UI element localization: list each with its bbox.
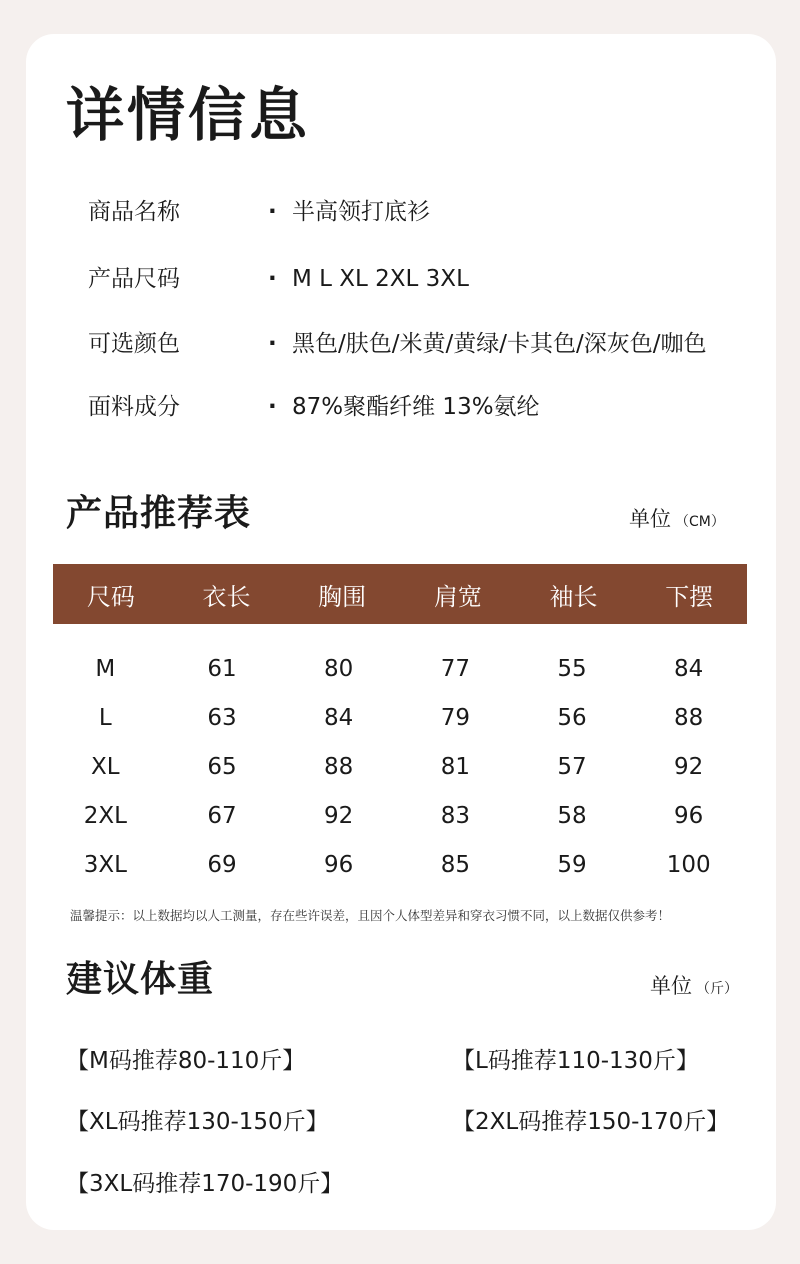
table-header-cell: 胸围 bbox=[318, 582, 367, 611]
page-title: 详情信息 bbox=[66, 81, 311, 149]
unit-value: （CM） bbox=[675, 514, 725, 530]
weight-section-title: 建议体重 bbox=[66, 959, 215, 1000]
table-cell: XL bbox=[91, 753, 120, 780]
weight-item-2xl: 【2XL码推荐150-170斤】 bbox=[452, 1109, 730, 1135]
table-header-cell: 袖长 bbox=[549, 582, 598, 611]
table-cell: 88 bbox=[674, 704, 704, 731]
info-value: 黑色/肤色/米黄/黄绿/卡其色/深灰色/咖色 bbox=[292, 331, 707, 357]
table-cell: 96 bbox=[674, 802, 704, 829]
weight-item-m: 【M码推荐80-110斤】 bbox=[66, 1048, 306, 1074]
detail-card bbox=[26, 34, 776, 1230]
info-label: 面料成分 bbox=[88, 394, 180, 420]
table-header-cell: 下摆 bbox=[665, 582, 714, 611]
table-row bbox=[47, 693, 747, 742]
info-label: 商品名称 bbox=[88, 199, 180, 225]
table-cell: 84 bbox=[674, 655, 704, 682]
info-value: 半高领打底衫 bbox=[292, 199, 430, 225]
unit-text: 单位 bbox=[629, 507, 671, 531]
table-row bbox=[47, 840, 747, 889]
info-label: 产品尺码 bbox=[88, 266, 180, 292]
table-cell: 61 bbox=[207, 655, 237, 682]
bullet-icon: · bbox=[268, 266, 277, 292]
weight-item-xl: 【XL码推荐130-150斤】 bbox=[66, 1109, 329, 1135]
table-cell: M bbox=[95, 655, 116, 682]
size-unit-label bbox=[629, 509, 725, 530]
table-cell: 92 bbox=[324, 802, 354, 829]
table-cell: 69 bbox=[207, 851, 237, 878]
table-cell: 59 bbox=[557, 851, 587, 878]
info-label: 可选颜色 bbox=[88, 331, 180, 357]
info-row-sizes bbox=[88, 268, 469, 291]
size-table-body bbox=[47, 644, 747, 889]
table-header-cell: 肩宽 bbox=[433, 582, 482, 611]
table-row bbox=[47, 791, 747, 840]
weight-item-3xl: 【3XL码推荐170-190斤】 bbox=[66, 1171, 344, 1197]
table-cell: 100 bbox=[666, 851, 711, 878]
table-row bbox=[47, 742, 747, 791]
info-row-fabric bbox=[88, 396, 540, 419]
table-cell: 88 bbox=[324, 753, 354, 780]
table-cell: 80 bbox=[324, 655, 354, 682]
bullet-icon: · bbox=[268, 199, 277, 225]
info-value: 87%聚酯纤维 13%氨纶 bbox=[292, 394, 540, 420]
unit-value: （斤） bbox=[696, 981, 738, 997]
table-cell: L bbox=[98, 704, 112, 731]
table-cell: 85 bbox=[440, 851, 470, 878]
table-cell: 63 bbox=[207, 704, 237, 731]
table-cell: 57 bbox=[557, 753, 587, 780]
info-row-colors bbox=[88, 333, 707, 356]
unit-text: 单位 bbox=[650, 974, 692, 998]
table-cell: 58 bbox=[557, 802, 587, 829]
weight-unit-label bbox=[650, 976, 738, 997]
size-chart-title: 产品推荐表 bbox=[66, 493, 252, 534]
table-cell: 92 bbox=[674, 753, 704, 780]
table-cell: 56 bbox=[557, 704, 587, 731]
table-cell: 84 bbox=[324, 704, 354, 731]
bullet-icon: · bbox=[268, 394, 277, 420]
table-cell: 55 bbox=[557, 655, 587, 682]
table-cell: 77 bbox=[440, 655, 470, 682]
bullet-icon: · bbox=[268, 331, 277, 357]
table-cell: 67 bbox=[207, 802, 237, 829]
info-value: M L XL 2XL 3XL bbox=[292, 266, 469, 292]
table-header-cell: 衣长 bbox=[202, 582, 251, 611]
table-cell: 79 bbox=[440, 704, 470, 731]
table-cell: 65 bbox=[207, 753, 237, 780]
size-table-header bbox=[53, 564, 747, 624]
weight-item-l: 【L码推荐110-130斤】 bbox=[452, 1048, 699, 1074]
info-row-product-name bbox=[88, 201, 430, 224]
table-cell: 81 bbox=[440, 753, 470, 780]
table-cell: 83 bbox=[440, 802, 470, 829]
table-row bbox=[47, 644, 747, 693]
table-cell: 3XL bbox=[83, 851, 127, 878]
table-cell: 2XL bbox=[83, 802, 127, 829]
table-cell: 96 bbox=[324, 851, 354, 878]
table-header-cell: 尺码 bbox=[86, 582, 135, 611]
measurement-note: 温馨提示：以上数据均以人工测量，存在些许误差，且因个人体型差异和穿衣习惯不同，以上数据仅供参考！ bbox=[70, 908, 671, 923]
